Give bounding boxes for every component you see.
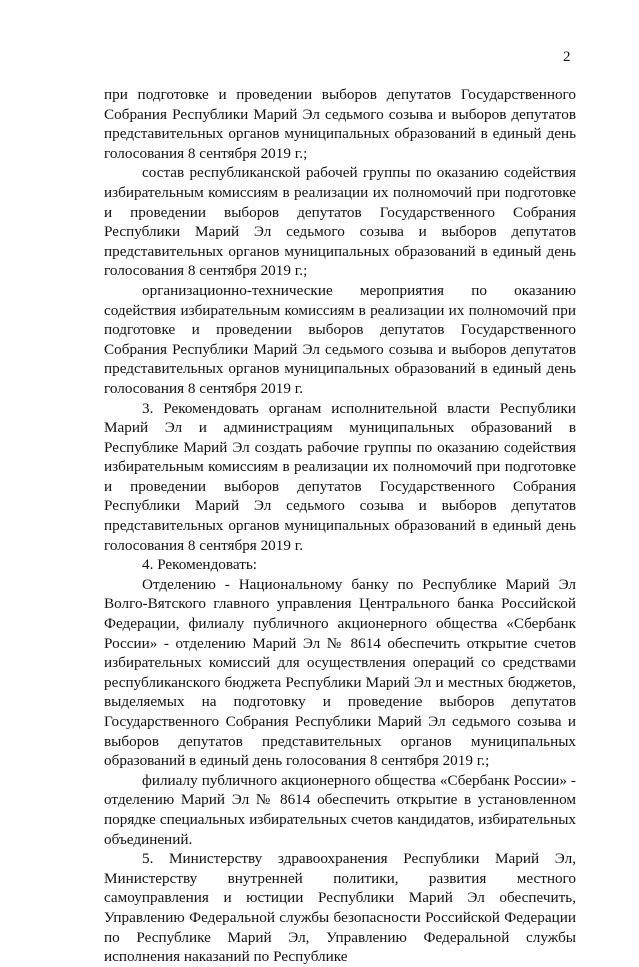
paragraph-sberbank-branch: филиалу публичного акционерного общества «Сбербанк России» - отделению Марий Эл № 8614 обеспечить открытие в установленном порядке специальных избирательных счетов кандидатов, избирательных объединений. [104, 771, 576, 848]
paragraph-continuation: при подготовке и проведении выборов депутатов Государственного Собрания Республики Марий Эл седьмого созыва и выборов депутатов представительных органов муниципальных образований в единый день голосования 8 сентября 2019 г.; [104, 86, 576, 162]
paragraph-item-3: 3. Рекомендовать органам исполнительной власти Республики Марий Эл и администрациям муниципальных образований в Республике Марий Эл создать рабочие группы по оказанию содействия избирательным комиссиям в реализации их полномочий при подготовке и проведении выборов депутатов Государственного Собрания Республики Марий Эл седьмого созыва и выборов депутатов представительных органов муниципальных образований в единый день голосования 8 сентября 2019 г. [104, 399, 576, 554]
paragraph-item-5: 5. Министерству здравоохранения Республики Марий Эл, Министерству внутренней политики, развития местного самоуправления и юстиции Республики Марий Эл обеспечить, Управлению Федеральной службы безопасности Российской Федерации по Республике Марий Эл, Управлению Федеральной службы исполнения наказаний по Республике [104, 850, 576, 966]
paragraph-national-bank: Отделению - Национальному банку по Республике Марий Эл Волго-Вятского главного управления Центрального банка Российской Федерации, филиалу публичного акционерного общества «Сбербанк России» - отделению Марий Эл № 8614 обеспечить открытие счетов избирательных комиссий для осуществления операций со средствами республиканского бюджета Республики Марий Эл и местных бюджетов, выделяемых на подготовку и проведение выборов депутатов Государственного Собрания Республики Марий Эл седьмого созыва и выборов депутатов представительных органов муниципальных образований в единый день голосования 8 сентября 2019 г.; [104, 575, 576, 770]
paragraph-working-group: состав республиканской рабочей группы по оказанию содействия избирательным комиссиям в реализации их полномочий при подготовке и проведении выборов депутатов Государственного Собрания Республики Марий Эл седьмого созыва и выборов депутатов представительных органов муниципальных образований в единый день голосования 8 сентября 2019 г.; [104, 164, 576, 280]
page-number: 2 [563, 49, 571, 65]
paragraph-item-4: 4. Рекомендовать: [142, 556, 257, 574]
document-body [104, 85, 576, 967]
paragraph-technical-measures: организационно-технические мероприятия по оказанию содействия избирательным комиссиям в реализации их полномочий при подготовке и проведении выборов депутатов Государственного Собрания Республики Марий Эл седьмого созыва и выборов депутатов представительных органов муниципальных образований в единый день голосования 8 сентября 2019 г. [104, 281, 576, 397]
